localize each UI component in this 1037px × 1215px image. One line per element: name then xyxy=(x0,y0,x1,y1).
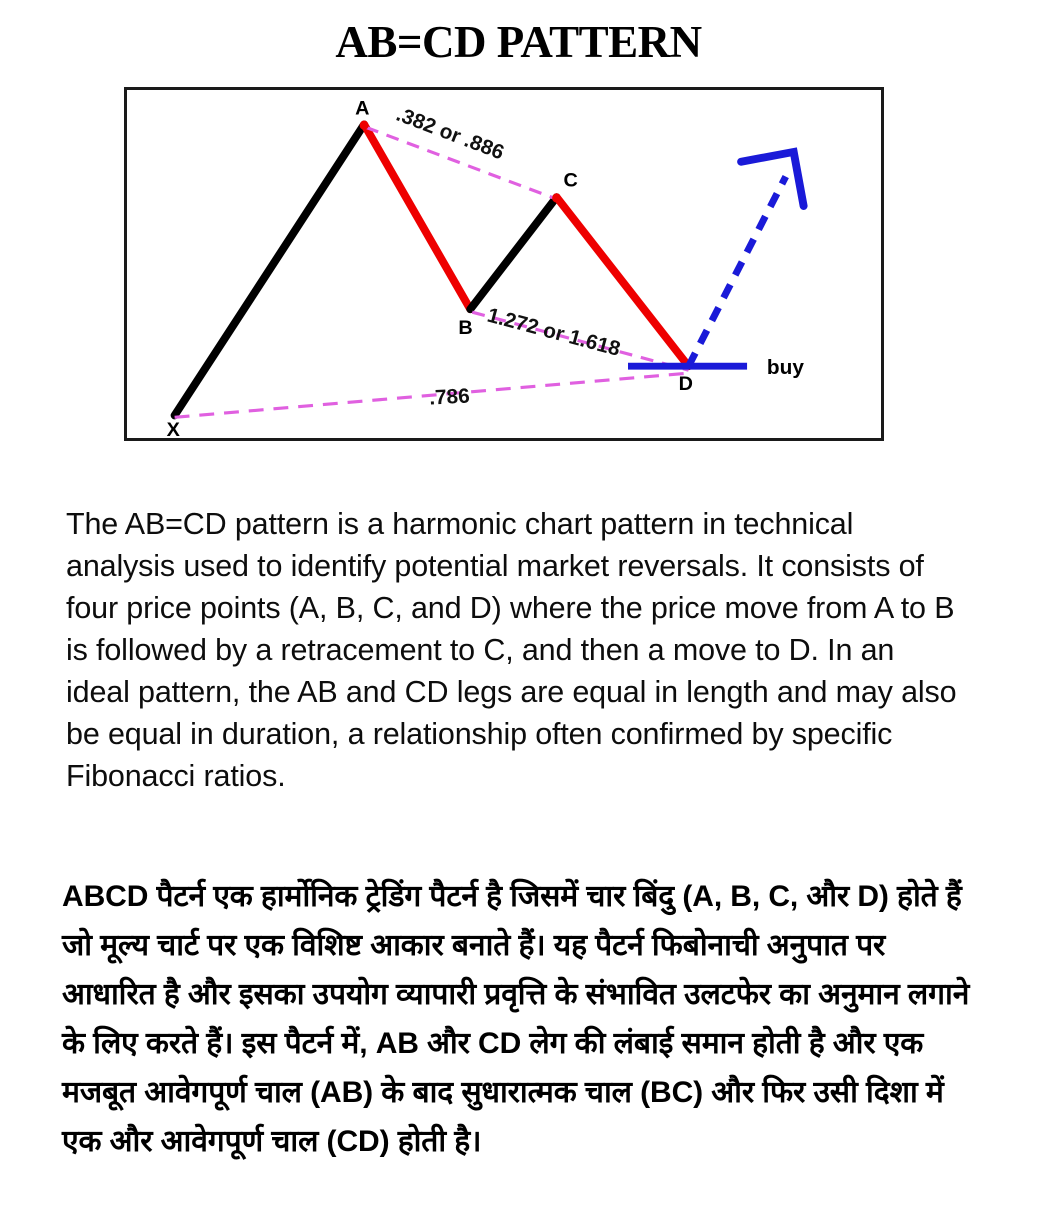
point-label-b: B xyxy=(458,316,473,339)
point-label-x: X xyxy=(166,419,180,438)
description-english: The AB=CD pattern is a harmonic chart pattern in technical analysis used to identify potential market reversals. It consists of four price points (A, B, C, and D) where the price move from A to B is followed by a retracement to C, and then a move to D. In an ideal pattern, the AB and CD legs are equal in length and may also be equal in duration, a relationship often confirmed by specific Fibonacci ratios. xyxy=(66,506,957,793)
point-label-a: A xyxy=(355,97,370,120)
fib-label-xd: .786 xyxy=(428,384,471,410)
point-label-c: C xyxy=(563,169,578,192)
point-label-d: D xyxy=(678,372,693,395)
ab-cd-pattern-diagram xyxy=(127,90,881,438)
page-title: AB=CD PATTERN xyxy=(335,17,702,67)
vertex-dot-a xyxy=(360,121,369,130)
target-arrow-shaft xyxy=(689,177,786,367)
description-hindi: ABCD पैटर्न एक हार्मोनिक ट्रेडिंग पैटर्न है जिसमें चार बिंदु (A, B, C, और D) होते हैं जो मूल्य चार्ट पर एक विशिष्ट आकार बनाते हैं। यह पैटर्न फिबोनाची अनुपात पर आधारित है और इसका उपयोग व्यापारी प्रवृत्ति के संभावित उलटफेर का अनुमान लगाने के लिए करते हैं। इस पैटर्न में, AB और CD लेग की लंबाई समान होती है और एक मजबूत आवेगपूर्ण चाल (AB) के बाद सुधारात्मक चाल (BC) और फिर उसी दिशा में एक और आवेगपूर्ण चाल (CD) होती है। xyxy=(62,880,970,1158)
pattern-figure xyxy=(124,87,884,441)
fib-label-bd: 1.272 or 1.618 xyxy=(484,303,623,361)
leg-ab xyxy=(364,124,470,309)
vertex-dot-c xyxy=(552,194,561,203)
buy-label: buy xyxy=(766,356,804,380)
leg-xa xyxy=(175,124,364,415)
fib-label-ac: .382 or .886 xyxy=(393,102,508,165)
leg-bc xyxy=(470,197,556,309)
